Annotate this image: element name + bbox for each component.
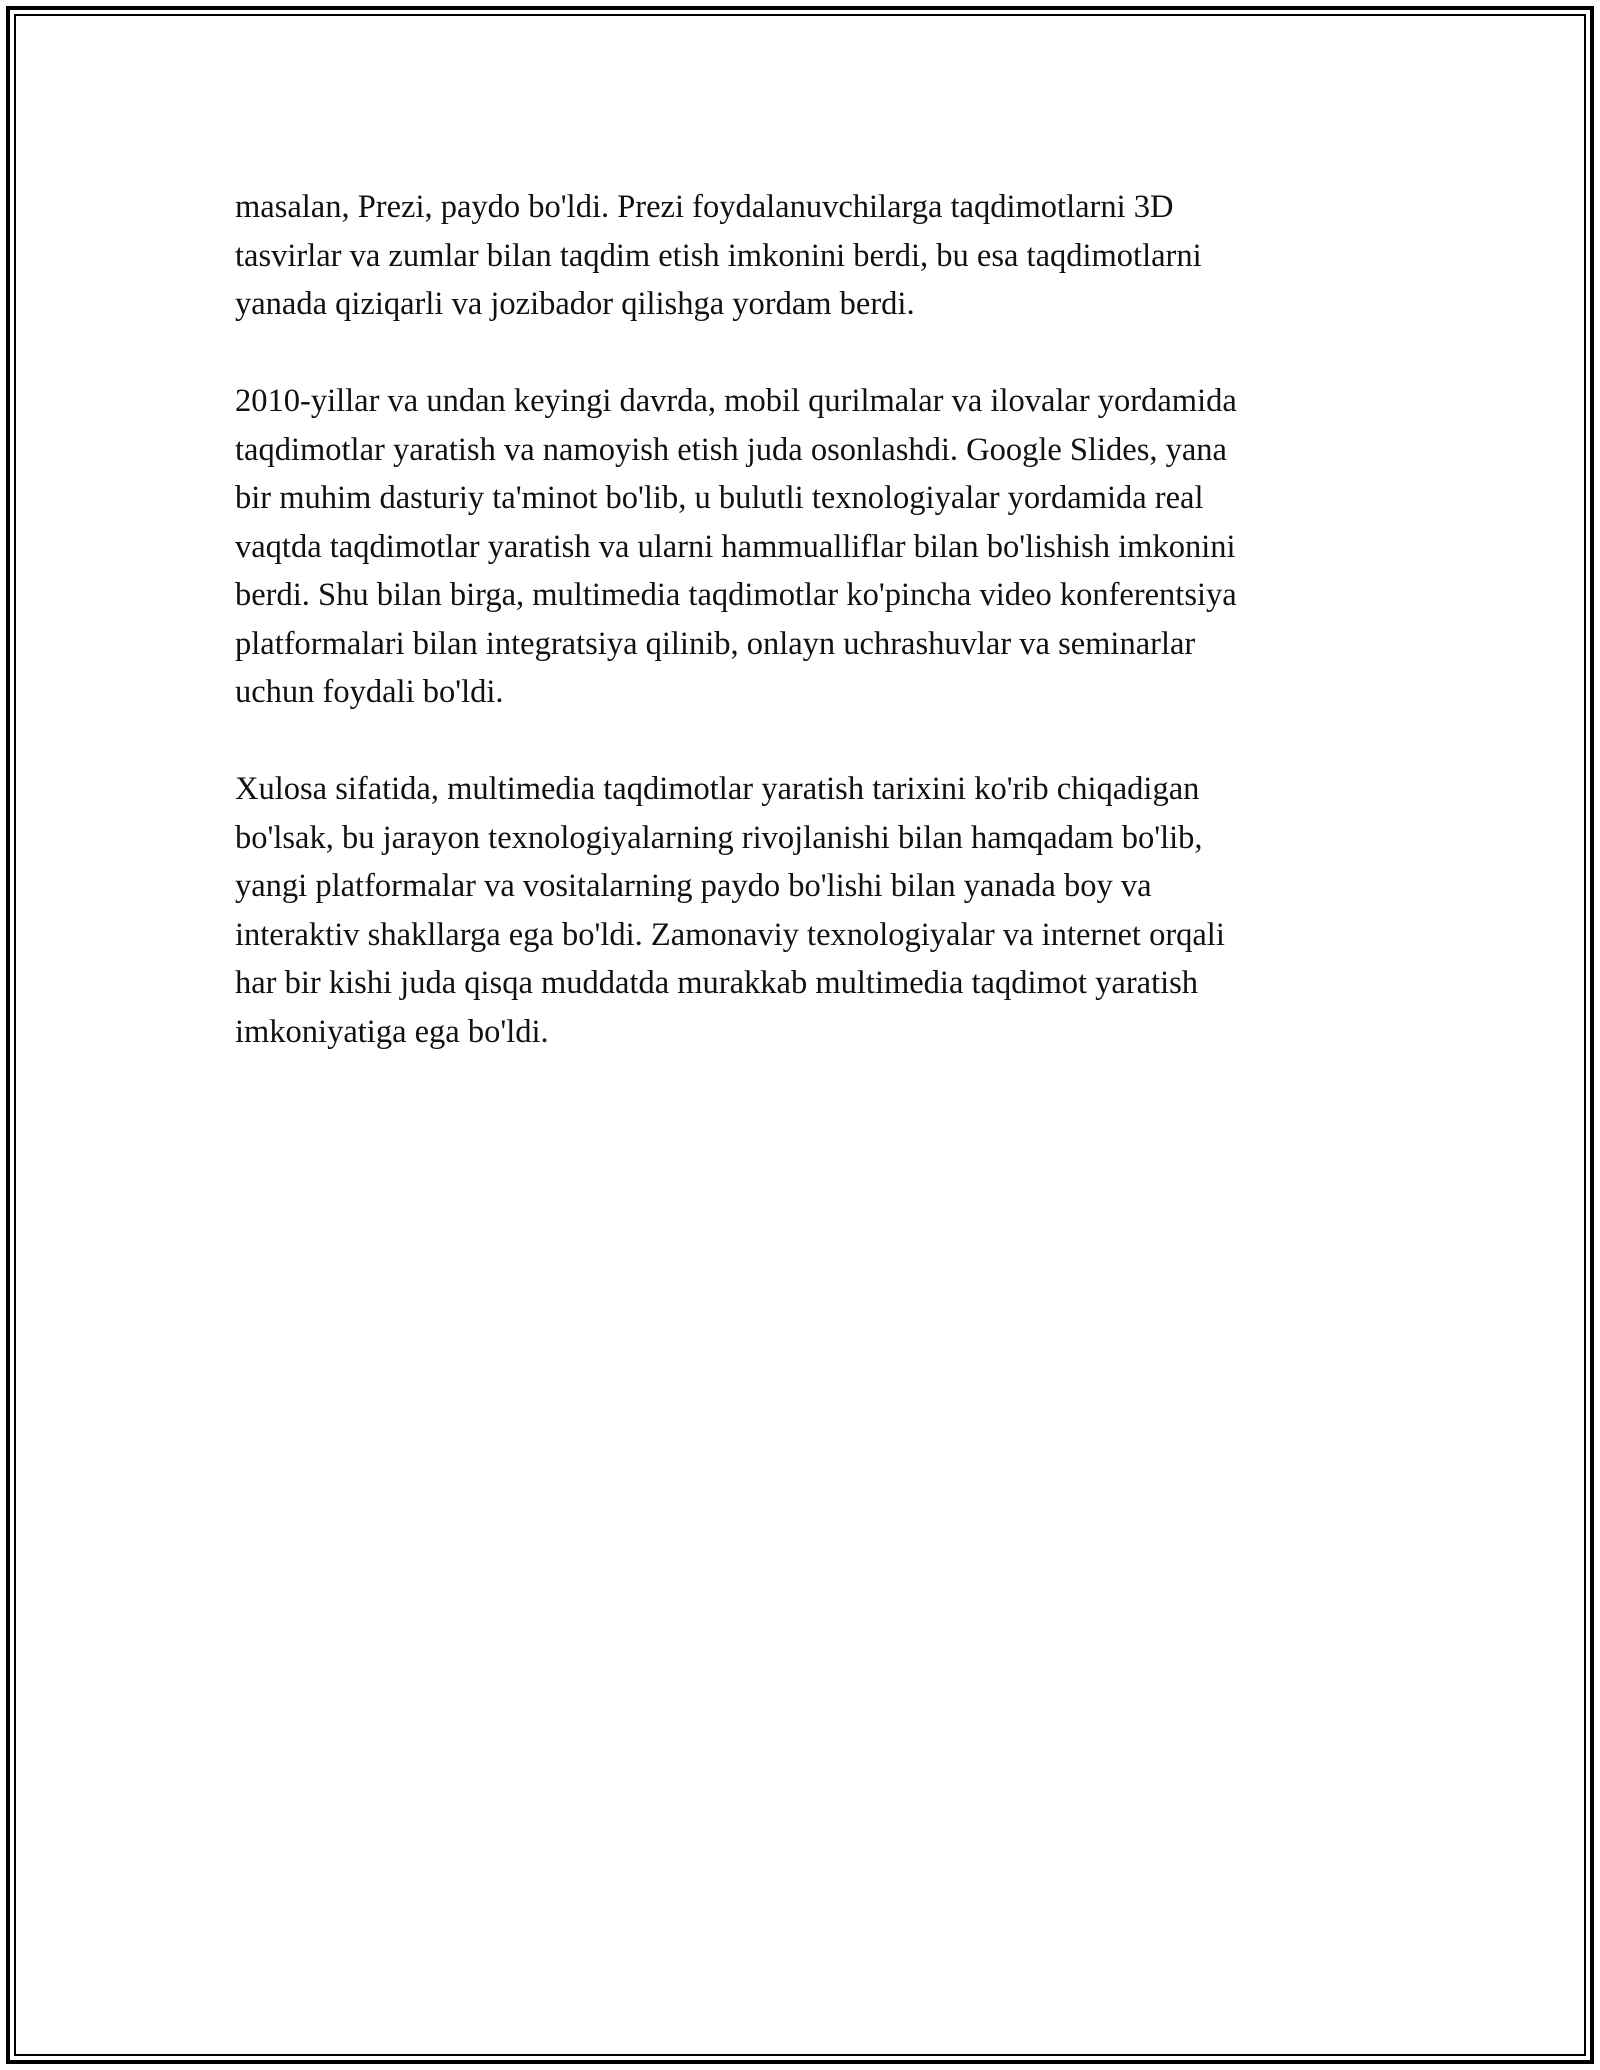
paragraph-conclusion: Xulosa sifatida, multimedia taqdimotlar yaratish tarixini ko'rib chiqadigan bo'lsak, bu jarayon texnologiyalarning rivojlanishi bilan hamqadam bo'lib, yangi platformalar va vositalarning paydo bo'lishi bilan yanada boy va interaktiv shakllarga ega bo'ldi. Zamonaviy texnologiyalar va internet orqali har bir kishi juda qisqa muddatda murakkab multimedia taqdimot yaratish imkoniyatiga ega bo'ldi. [235,771,1225,1050]
document-body [235,183,1395,1105]
paragraph-2010s: 2010-yillar va undan keyingi davrda, mobil qurilmalar va ilovalar yordamida taqdimotlar yaratish va namoyish etish juda osonlashdi. Google Slides, yana bir muhim dasturiy ta'minot bo'lib, u bulutli texnologiyalar yordamida real vaqtda taqdimotlar yaratish va ularni hammualliflar bilan bo'lishish imkonini berdi. Shu bilan birga, multimedia taqdimotlar ko'pincha video konferentsiya platformalari bilan integratsiya qilinib, onlayn uchrashuvlar va seminarlar uchun foydali bo'ldi. [235,383,1237,710]
paragraph-prezi: masalan, Prezi, paydo bo'ldi. Prezi foydalanuvchilarga taqdimotlarni 3D tasvirlar va zumlar bilan taqdim etish imkonini berdi, bu esa taqdimotlarni yanada qiziqarli va jozibador qilishga yordam berdi. [235,189,1202,322]
